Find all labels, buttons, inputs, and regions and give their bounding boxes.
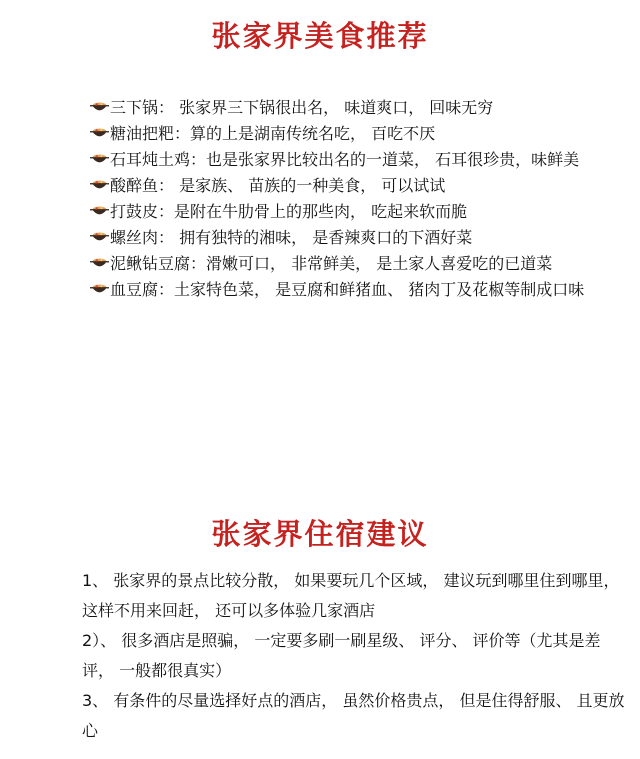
hotpot-icon (90, 281, 109, 297)
food-separator: ： (190, 254, 207, 273)
food-item (90, 199, 635, 225)
food-section-title: 张家界美食推荐 (211, 19, 429, 53)
food-item (90, 173, 635, 199)
food-separator: ： (158, 176, 175, 195)
food-name: 泥鳅钻豆腐 (110, 254, 191, 273)
food-desc: 土家特色菜， 是豆腐和鲜猪血、 猪肉丁及花椒等制成口味 (174, 280, 585, 299)
tip-item: 3、 有条件的尽量选择好点的酒店， 虽然价格贵点， 但是住得舒服、 且更放心 (82, 691, 625, 740)
food-item (90, 95, 635, 121)
food-desc: 也是张家界比较出名的一道菜， 石耳很珍贵，味鲜美 (206, 150, 580, 169)
food-separator: ： (158, 202, 175, 221)
stay-section-title: 张家界住宿建议 (211, 517, 429, 551)
hotpot-icon (90, 151, 109, 167)
food-name: 石耳炖土鸡 (110, 150, 191, 169)
food-name: 打鼓皮 (110, 202, 159, 221)
food-separator: ： (158, 228, 175, 247)
food-desc: 滑嫩可口， 非常鲜美， 是土家人喜爱吃的已道菜 (206, 254, 553, 273)
food-item (90, 147, 635, 173)
food-item (90, 121, 635, 147)
hotpot-icon (90, 229, 109, 245)
hotpot-icon (90, 255, 109, 271)
food-desc: 是家族、 苗族的一种美食， 可以试试 (174, 176, 446, 195)
tip-item: 2）、 很多酒店是照骗， 一定要多刷一刷星级、 评分、 评价等（尤其是差评， 一般都很真实） (82, 631, 601, 680)
hotpot-icon (90, 99, 109, 115)
food-desc: 算的上是湖南传统名吃， 百吃不厌 (190, 124, 436, 143)
hotpot-icon (90, 177, 109, 193)
food-separator: ： (174, 124, 191, 143)
tip-item: 1、 张家界的景点比较分散， 如果要玩几个区域， 建议玩到哪里住到哪里， 这样不用来回赶， 还可以多体验几家酒店 (82, 571, 620, 620)
food-item (90, 251, 635, 277)
food-separator: ： (158, 280, 175, 299)
food-name: 血豆腐 (110, 280, 159, 299)
food-item (90, 277, 635, 303)
food-desc: 张家界三下锅很出名， 味道爽口， 回味无穷 (174, 98, 494, 117)
food-item (90, 225, 635, 251)
food-separator: ： (158, 98, 175, 117)
food-name: 酸醉鱼 (110, 176, 159, 195)
food-list (90, 95, 635, 303)
tip-list (82, 566, 630, 746)
food-desc: 是附在牛肋骨上的那些肉， 吃起来软而脆 (174, 202, 468, 221)
food-desc: 拥有独特的湘味， 是香辣爽口的下酒好菜 (174, 228, 473, 247)
hotpot-icon (90, 125, 109, 141)
food-separator: ： (190, 150, 207, 169)
food-name: 糖油把粑 (110, 124, 175, 143)
food-name: 螺丝肉 (110, 228, 159, 247)
food-name: 三下锅 (110, 98, 159, 117)
hotpot-icon (90, 203, 109, 219)
